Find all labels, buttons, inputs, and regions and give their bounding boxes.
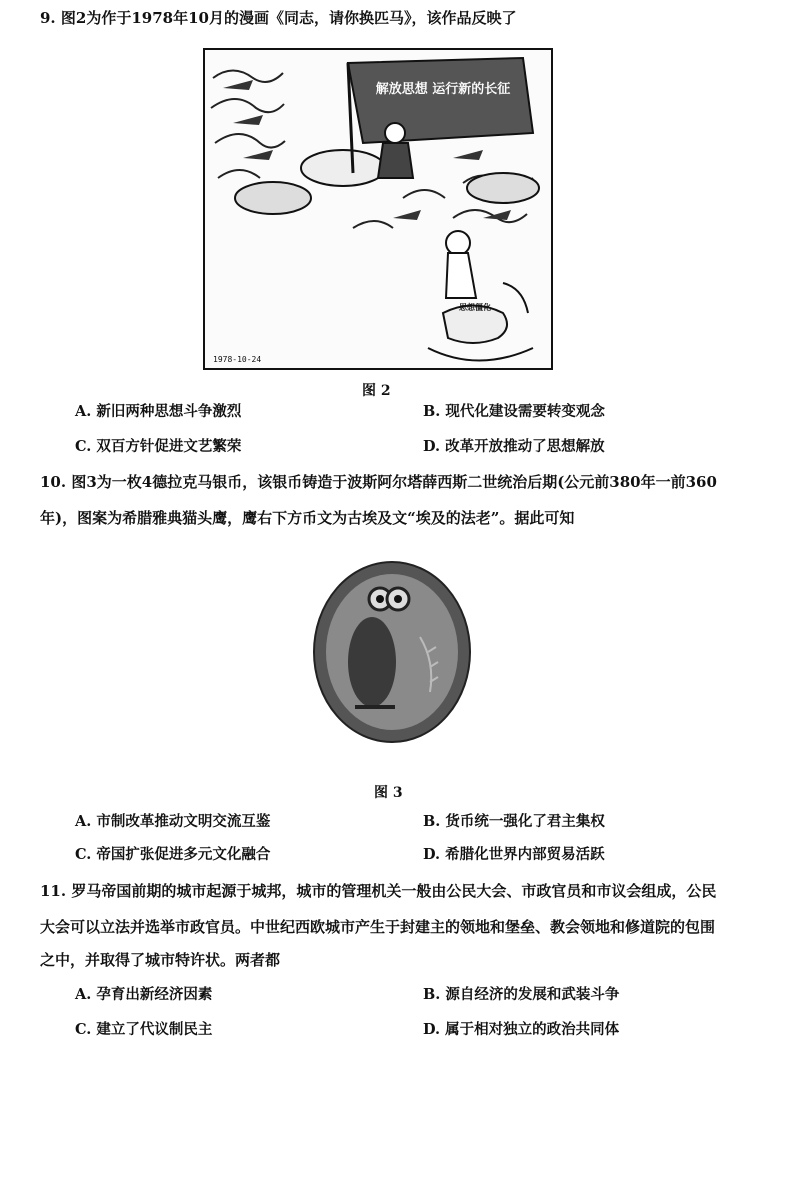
scroll-text: 思想僵化 <box>459 302 491 312</box>
q11-stem-line2: 大会可以立法并选举市政官员。中世纪西欧城市产生于封建主的领地和堡垒、教会领地和修道院的包围 <box>40 918 716 936</box>
figure-2-caption: 图 2 <box>362 383 391 399</box>
q10-option-d[interactable]: D. 希腊化世界内部贸易活跃 <box>423 846 605 863</box>
q11-option-b[interactable]: B. 源自经济的发展和武装斗争 <box>423 986 620 1003</box>
coin-svg <box>310 557 475 747</box>
q11-option-a[interactable]: A. 孕育出新经济因素 <box>75 986 213 1003</box>
q9-option-d[interactable]: D. 改革开放推动了思想解放 <box>423 438 605 455</box>
q10-option-b[interactable]: B. 货币统一强化了君主集权 <box>423 813 605 830</box>
q9-option-b[interactable]: B. 现代化建设需要转变观念 <box>423 403 605 420</box>
q9-option-a[interactable]: A. 新旧两种思想斗争激烈 <box>75 403 242 420</box>
q10-coin-figure <box>310 557 475 747</box>
q10-option-a[interactable]: A. 市制改革推动文明交流互鉴 <box>75 813 271 830</box>
q11-option-d[interactable]: D. 属于相对独立的政治共同体 <box>423 1021 620 1038</box>
q10-stem-line1: 10. 图3为一枚4德拉克马银币，该银币铸造于波斯阿尔塔薛西斯二世统治后期(公元前380年一前360 <box>40 473 717 491</box>
figure-3-caption: 图 3 <box>374 785 403 801</box>
q9-cartoon-figure <box>203 48 553 370</box>
q11-stem-line3: 之中，并取得了城市特许状。两者都 <box>40 951 281 969</box>
q9-stem: 9. 图2为作于1978年10月的漫画《同志，请你换匹马》，该作品反映了 <box>40 9 517 27</box>
cartoon-date-mark: 1978-10-24 <box>213 355 262 364</box>
q11-stem-line1: 11. 罗马帝国前期的城市起源于城邦，城市的管理机关一般由公民大会、市政官员和市议会组成，公民 <box>40 882 717 900</box>
q11-option-c[interactable]: C. 建立了代议制民主 <box>75 1021 213 1038</box>
banner-text: 解放思想 运行新的长征 <box>375 82 511 97</box>
q10-option-c[interactable]: C. 帝国扩张促进多元文化融合 <box>75 846 271 863</box>
q10-stem-line2: 年)，图案为希腊雅典猫头鹰，鹰右下方币文为古埃及文“埃及的法老”。据此可知 <box>40 509 575 527</box>
q9-cartoon-svg <box>203 48 553 370</box>
q9-option-c[interactable]: C. 双百方针促进文艺繁荣 <box>75 438 242 455</box>
